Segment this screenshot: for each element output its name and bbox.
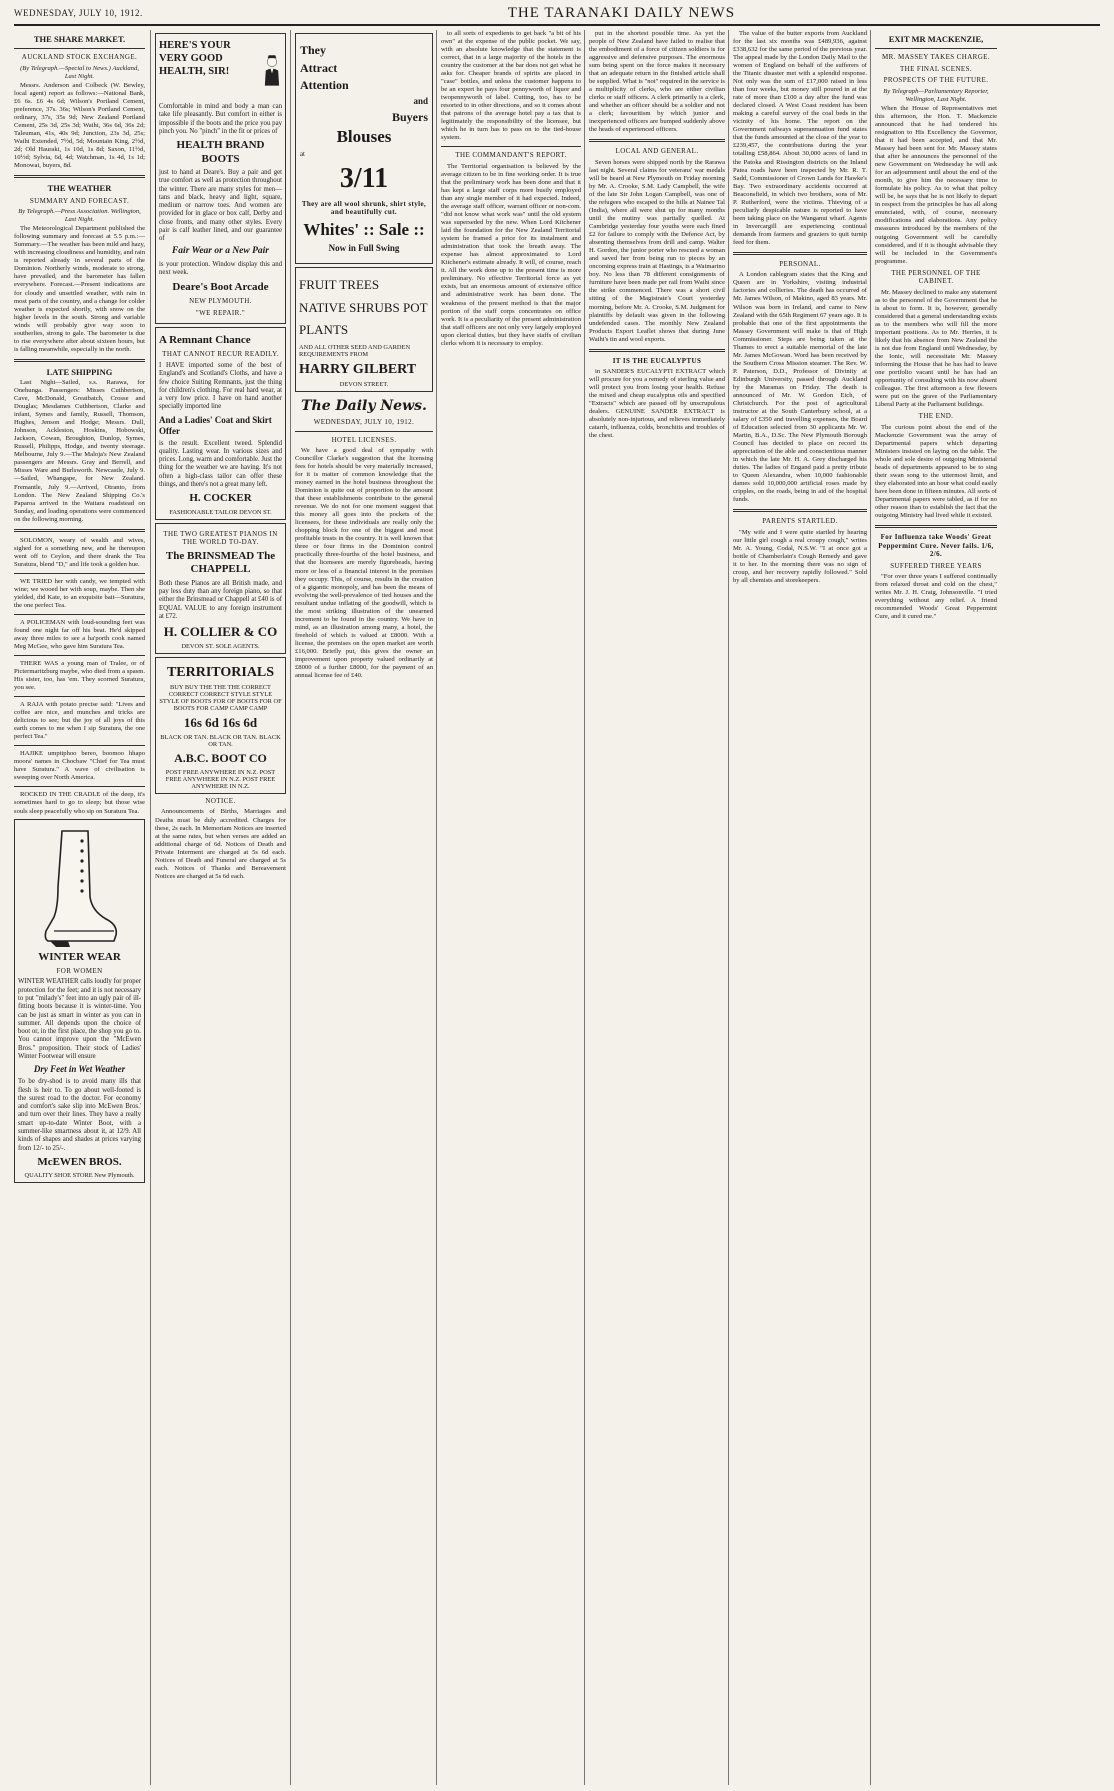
local-general-article: Seven horses were shipped north by the Rarawa last night. Several claims for veterans' war medals will be heard at New Plymouth on Friday morning by Mr. A. Crooke, S.M. Lady Campbell, the wife of the late Sir John Logan Campbell, was one of the refugees who escaped to the hills at Nainee Tal (India), where all were shut up for many months until the mutiny was partially quelled. At Cambridge yesterday four youths were each fined £2 for failure to comply with the Defence Act, by absenting themselves from drill and camp. Walter H. Gordon, the junior porter who rescued a woman and saved her from being run to pieces by an oncoming express train at Hastings, is a Waimarino boy. No less than 78 different consignments of furniture have been made per rail from Waihi since the strike commenced. There was a short civil sitting of the Magistrate's Court yesterday morning, before Mr. A. Crooke, S.M. Judgment for plaintiffs by default was given in the following undefended cases. The monthly New Zealand Products Export Leaflet shows that during June Waihi's tin and wool exports. bbox=[589, 158, 725, 343]
deare-headline: HERE'S YOUR VERY GOOD HEALTH, SIR! bbox=[159, 40, 231, 77]
column-2 bbox=[150, 30, 290, 1785]
share-report: Messrs. Anderson and Colbeck (W. Bewley, local agent) report as follows:—National Bank, £6 6s. £6 4s 6d; Wilson's Portland Cement, preference, 37s. 36s; Wilson's Portland Cement, ordinary, 37s, 35s 9d; New Zealand Portland Cement, 25s 3d, 25s 3d; Waihi, 36s 6d, 36s 2d; Taleuman, 41s, 40s 9d; Junction, 23s 3d, 25s; Waihi Extended, 7½d, 5d; Mountain King, 2½d, 2d; Old Hauraki, 1s 10d, 1s 8d; Saxon, 11½d, 10½d; Sylvia, 6d, 4d; Watchman, 1s 4d, 1s 1d; Monowai, buyers, 8d. bbox=[14, 81, 145, 170]
abc-boot-name: A.B.C. BOOT CO bbox=[174, 751, 267, 766]
tea-ad-2: WE TRIED her with candy, we tempted with wine; we wooed her with soup, maybe. Then she yielded, did Kate, to an exquisite bait—Suratura, the one perfect Tea. bbox=[14, 577, 145, 609]
general-news-items: The value of the butter exports from Auckland for the last six months was £489,936, against £338,632 for the same period of the previous year. The appeal made by the London Daily Mail to the women of England on behalf of the sufferers of the Titanic disaster met with a splendid response. Not only was the sum of £17,000 raised in less than four weeks, but money still poured in at the rate of more than £100 a day after the fund was declared closed. A West Coast resident has been making a careful survey of the coal beds in the vicinity of his home. The report on the Government railways superannuation fund states that the funds amounted at the close of the year to £239,457, the contributions during the year totalling £58,864. About 30,000 acres of land in the Patoka and Rissington districts on the Inland Patea roads have been inspected by Mr. R. T. Sadd, Commissioner of Crown Lands for Hawke's Bay. Two extraordinary accidents occurred at Beaconsfield, in which two brothers, sons of Mr. P. Rutherford, were the victims. Thieving of a peculiarly despicable nature is reported to have been taking place on the Wanganui wharf. Agents in Invercargill are experiencing continual demands from farmers and graziers to quit turnip feed for them. bbox=[733, 30, 867, 246]
whites-line-1: They bbox=[300, 43, 327, 57]
whites-at: at bbox=[300, 151, 305, 159]
notice-body: Announcements of Births, Marriages and Deaths must be duly accredited. Charges for these, 2s each. In Memoriam Notices are inserted at the same rates, but when verses are added an additional charge of 6d. Notices of Death and Private Interment are charged at 5s 6d each. Notices of Death and Funeral are charged at 5s each. Notices of Thanks and Bereavement Notices are charged at 5s 6d each. bbox=[155, 808, 286, 880]
tea-ad-3: A POLICEMAN with loud-sounding feet was found one night far off his beat. He'd skipped away three miles to see a ha'porth cook named Meg McGee, who gave him Suratura Tea. bbox=[14, 618, 145, 651]
final-scenes: THE FINAL SCENES. bbox=[899, 64, 973, 73]
deare-body-3: is your protection. Window display this and next week. bbox=[159, 261, 282, 277]
personal-heading: PERSONAL. bbox=[779, 259, 821, 268]
column-1 bbox=[14, 30, 149, 1785]
shipping-report: Last Night—Sailed, s.s. Rarawa, for Onehunga. Passengers: Misses Cuthbertson, Cave, McDonald, Greatbatch, Crosse and Douglas; Mesdames Cuthbertson, Clarke and infant, Symes and family, Russell, Thomson, Hughes, Jenson and Hodge; Messrs. Dull, Johnson, Ackleston, Hoskins, Hobowski, Jackson, Cowan, Broughton, Dunlop, Symes, Russell, Philipps, Hodge, and twenty steerage. Melbourne, July 9.—The Maloja's New Zealand passengers are Messrs. Gray and Berrell, and Misses Ware and Burlsworth. Newcastle, July 9.—Sailed, Whangape, for New Zealand. Fremantle, July 9.—Arrived, Otranto, from London. The New Zealand Shipping Co.'s Paparoa arrived in the Waitara roadstead on Sunday, and loading operations were commenced on the following morning. bbox=[14, 379, 145, 523]
winter-wear-body: WINTER WEATHER calls loudly for proper protection for the feet; and it is not necessary to put "milady's" feet into an ugly pair of ill-fitting boots because it is winter-time. You can be just as smart in winter as you can in summer. All depends upon the choice of boot or, in the first place, the shop you go to. You cannot improve upon the "McEwen Bros." proposition. Their stock of Ladies' Winter Footwear will ensure bbox=[18, 978, 141, 1061]
gilbert-ad bbox=[295, 267, 433, 392]
column-4 bbox=[436, 30, 585, 1785]
exit-mackenzie-article: When the House of Representatives met this afternoon, the Hon. T. Mackenzie announced that he had tendered his resignation to His Excellency the Governor, that it had been accepted, and that Mr. Massey had been sent for. Mr. Massey states that after he announces the personnel of the new Government on Wednesday he will ask for an adjournment until about the end of the month, to give him the necessary time to formulate his policy. As to what that policy will be, he says that he is not likely to depart in respect from the principles he has all along enunciated, with, of course, necessary modifications and elaborations. Any policy measures introduced by the members of the outgoing Government will be carefully considered, and if it is thought advisable they will be included in the Government's programme. bbox=[875, 105, 997, 265]
weather-heading: THE WEATHER bbox=[47, 183, 112, 194]
gilbert-address: DEVON STREET. bbox=[339, 380, 389, 388]
whites-line-3: Attention bbox=[300, 78, 349, 93]
pianos-body: Both these Pianos are all British made, and pay less duty than any foreign piano, so that either the Brinsmead or Chappell at £40 is of EQUAL VALUE to any foreign instrument at £72. bbox=[159, 579, 282, 620]
health-brand-boots: HEALTH BRAND BOOTS bbox=[176, 139, 265, 165]
column-7 bbox=[870, 30, 1001, 1785]
deare-arcade-name: Deare's Boot Arcade bbox=[172, 280, 269, 293]
mcewen-name: McEWEN BROS. bbox=[37, 1155, 122, 1168]
share-market-heading: THE SHARE MARKET. bbox=[33, 34, 126, 44]
territorials-list: BUY BUY THE THE THE CORRECT CORRECT CORRECT STYLE STYLE STYLE OF BOOTS FOR OF BOOTS FOR OF BOOTS FOR CAMP CAMP CAMP bbox=[159, 684, 282, 713]
gilbert-items: FRUIT TREES NATIVE SHRUBS POT PLANTS bbox=[299, 277, 428, 337]
commandant-report-article: The Territorial organisation is believed by the average citizen to be in fine working order. It is true that the preliminary work has been done and that it has kept a large staff corps more busily employed than any single member of it had expected. Indeed, the average staff officer, warrant officer or non-com. "did not know what work was" until the old system was superseded by the new. When Lord Kitchener laid the foundation for the New Zealand Territorial system he framed a price for its instalment and administration that took the breath away. The expense has almost approximated to Lord Kitchener's estimate already. It will, of course, reach it. All the work done up to the present time is more preliminary. No effective Territorial force as yet exists, but an enormous amount of extensive office and administrative work has been done. The weakness of the present method is that the major portion of the staff corps concentrates on office work. It is a peculiarity of the present administration that staff officers are not only very largely employed upon clerical duties, but they have staffs of civilian clerks whom it is necessary to employ. bbox=[441, 162, 581, 347]
abc-post-free: POST FREE ANYWHERE IN N.Z. POST FREE ANYWHERE IN N.Z. POST FREE ANYWHERE IN N.Z. bbox=[165, 768, 276, 790]
daily-news-date: WEDNESDAY, JULY 10, 1912. bbox=[313, 417, 415, 426]
dry-feet-heading: Dry Feet in Wet Weather bbox=[33, 1064, 126, 1075]
cocker-ad bbox=[155, 327, 286, 520]
woods-cure-subheading: SUFFERED THREE YEARS bbox=[890, 561, 982, 570]
collier-address: DEVON ST. SOLE AGENTS. bbox=[181, 642, 260, 650]
whites-line-5: Buyers bbox=[392, 109, 428, 124]
exit-byline: By Telegraph—Parliamentary Reporter, Wellington, Last Night. bbox=[883, 87, 989, 103]
local-general-heading: LOCAL AND GENERAL. bbox=[615, 147, 699, 156]
cabinet-personnel-heading: THE PERSONNEL OF THE CABINET. bbox=[891, 268, 981, 286]
hotel-licenses-heading: HOTEL LICENSES. bbox=[331, 435, 397, 444]
daily-news-nameplate: The Daily News. bbox=[301, 397, 427, 414]
newspaper-title: THE TARANAKI DAILY NEWS bbox=[507, 4, 736, 21]
weather-subheading: SUMMARY AND FORECAST. bbox=[29, 196, 130, 205]
territorials-heading: TERRITORIALS bbox=[166, 664, 275, 680]
piano-brands: The BRINSMEAD The CHAPPELL bbox=[165, 549, 276, 576]
territorials-colours: BLACK OR TAN. BLACK OR TAN. BLACK OR TAN. bbox=[160, 734, 281, 749]
collier-name: H. COLLIER & CO bbox=[163, 624, 278, 640]
eucalyptus-heading: IT IS THE EUCALYPTUS bbox=[612, 356, 702, 365]
deare-motto: "WE REPAIR." bbox=[195, 308, 246, 317]
whites-line-2: Attract bbox=[300, 60, 338, 75]
whites-price: 3/11 bbox=[339, 163, 389, 195]
cabinet-personnel-article: Mr. Massey declined to make any statement as to the personnel of the Government that he is about to form. It is, however, generally considered that a general understanding exists as to the members who will fill the more important positions. As to Mr. Herries, it is likely that his absence from New Zealand the is not due from England until Wednesday, by the Ionic, will necessitate Mr. Massey informing the House that he has had to leave one portfolio vacant until he has had an opportunity of consulting with his now absent colleague. The first afternoon a few flowers were put on the grave of the Parliamentary Liberal Party at the Parliament buildings. bbox=[875, 288, 997, 409]
collier-piano-ad bbox=[155, 523, 286, 654]
masthead bbox=[14, 2, 1100, 26]
share-byline: (By Telegraph.—Special to News.) Auckland, Last Night. bbox=[20, 64, 139, 80]
ladies-boot-illustration bbox=[40, 827, 120, 947]
whites-sale-ad bbox=[295, 33, 433, 264]
fair-wear-slogan: Fair Wear or a New Pair bbox=[171, 246, 270, 257]
remnant-subheading: THAT CANNOT RECUR READILY. bbox=[162, 350, 279, 359]
winter-wear-subheading: FOR WOMEN bbox=[56, 966, 103, 975]
woods-cure-heading: For Influenza take Woods' Great Peppermint Cure. Never fails. 1/6, 2/6. bbox=[878, 533, 994, 559]
weather-byline: By Telegraph.—Press Association. Wellington, Last Night. bbox=[18, 208, 141, 224]
column-6 bbox=[728, 30, 871, 1785]
hotel-licenses-article: We have a good deal of sympathy with Councillor Clarke's suggestion that the licensing fees for hotels should be very materially increased, for it is matter of common knowledge that the money earned in the hotel business throughout the Dominion is quite out of proportion to the amount that these establishments contribute to the general revenue. We do not for one moment suggest that this money all goes into the pockets of the licensees, for these individuals are really only the chopping block for one of the biggest and most profitable trusts in the country. It is well known that three or four firms in the Dominion control practically three-fourths of the hotel business, and that the licensees are merely figureheads, having more or less of a financial interest in the premises they occupy. This, of course, results in the creation of a gigantic monopoly, and has been the means of evolving the well-prevalence of tied houses and the resultant undue inflating of the goodwill, which is the most striking illustration of the unearned increment to be found in the country. We have in mind, as an illustration among many, a hotel, the freehold of which is valued at £8000. With a license, the premises on the open market are worth £16,000. Briefly put, this gives the owner an improvement upon property valued ordinarily at £8000 of a further £8000, for the payment of an annual license fee of £40. bbox=[295, 447, 433, 679]
weather-report: The Meteorological Department published the following summary and forecast at 5.5 p.m.:—Summary.—The weather has been mild and hazy, with increasing cloudiness and humidity, and rain is reported already in several parts of the Dominion. Northerly winds, moderate to strong, have prevailed, and the barometer has fallen everywhere. Forecast.—Present indications are for cloudy and unsettled weather, with rain in most parts of the country, and a change for colder weather is expected shortly, with snow on the higher levels in the south. Strong and variable winds will probably give way soon to southerlies, strong to gale. The barometer is due to rise everywhere after about sixteen hours, but is falling meanwhile, especially in the north. bbox=[14, 225, 145, 353]
remnant-chance-heading: A Remnant Chance bbox=[159, 334, 251, 347]
coat-offer-heading: And a Ladies' Coat and Skirt Offer bbox=[159, 414, 272, 436]
personal-article: A London cablegram states that the King and Queen are in Yorkshire, visiting industrial factories and collieries. The death has occurred of Mr. James Wilson, of Makino, aged 83 years. Mr. Wilson was born in Ireland, and came to New Zealand with the 65th Regiment 67 years ago. It is probable that one of the first appointments the Massey Government will make is that of High Commissioner. Steps are being taken at the Thames to erect a suitable memorial of the late Mr. James McGowan. Word has been received by the Southern Cross Mission steamer. The Rev. W. P. Paterson, D.D., Professor of Divinity at Edinburgh University, passed through Auckland by the Maramas on Friday. The death is announced of Mr. W. Gordon Eich, of Christchurch. For the post of agricultural instructor at the South Canterbury school, at a salary of £350 and travelling expenses, the Board of Education selected from 30 applicants Mr. W. Martin, B.A., D.Sc. The New Plymouth Borough Council has decided to place on record its appreciation of the able and conscientious manner in which the late Mr. H. A. Grey discharged his duties. The ladies of Engand paid a pretty tribute to Queen Alexandra, when 10,000 fashionable dames sold 10,000,000 artificial roses made by cripples, on the roads, being in aid of the hospital funds. bbox=[733, 271, 867, 504]
hotel-licenses-continued: to all sorts of expedients to get back "a bit of his own" at the expense of the public pocket. We say, with an absolute knowledge that the statement is correct, that in a large majority of the hotels in the country the customer at the bar does not get what he asks for. Cheaper brands of spirits are placed in "case" bottles, and unless the customer happens to be an expert he pays four pennyworth of liquor and twopennyworth of label. Cutting, too, has to be resorted to in other directions, and so it comes about that patrons of the average hotel pay a tax that is legitimately the responsibility of the licensee, but which he in turn has to pass on to the tied-house system. bbox=[441, 30, 581, 142]
columns bbox=[14, 30, 1100, 1785]
column-5 bbox=[584, 30, 729, 1785]
whites-wool: They are all wool shrunk, shirt style, and beautifully cut. bbox=[301, 199, 427, 217]
tea-ad-7: ROCKED IN THE CRADLE of the deep, it's sometimes hard to go to sleep; but those wise souls sleep peacefully who sip on Suratura Tea. bbox=[14, 791, 145, 815]
tea-ad-1: SOLOMON, weary of wealth and wives, sighed for a something new, and he thereupon went off to Ceylon, and there drank the Tea Suratura, blend "D," and life took a golden hue. bbox=[14, 536, 145, 568]
whites-sale-name: Whites' :: Sale :: bbox=[303, 219, 425, 239]
woods-cure-ad: "For over three years I suffered continually from relaxed throat and cold on the chest," writes Mr. J. H. Craig, Johnsonville. "I tried everything without any relief. A friend recommended Woods' Great Peppermint Cure, and it cured me." bbox=[875, 573, 997, 621]
exit-mackenzie-heading: EXIT MR MACKENZIE, bbox=[888, 34, 984, 44]
whites-blouses: Blouses bbox=[336, 127, 392, 147]
eucalyptus-ad: in SANDER'S EUCALYPTI EXTRACT which will procure for you a remedy of sterling value and will protect you from losing your health. Refuse the mixed and cheap eucalyptus oils and specified "Extracts" which are passed off by unscrupulous dealers. GENUINE SANDER EXTRACT is absolutely non-injurious, and relieves immediately catarrh, influenza, colds, bronchitis and troubles of the chest. bbox=[589, 368, 725, 440]
abc-boot-ad bbox=[155, 657, 286, 794]
winter-wear-heading: WINTER WEAR bbox=[38, 950, 121, 963]
mcewen-address: QUALITY SHOE STORE New Plymouth. bbox=[24, 1172, 135, 1180]
whites-full-swing: Now in Full Swing bbox=[328, 243, 400, 254]
shipping-heading: LATE SHIPPING bbox=[46, 366, 113, 377]
tea-ad-5: A RAJA with potato precise said: "Lives and coffee are nice, and munches and tricks are delicious to see; but the joy of all joys of this earth comes to me when I sip Suratura, the one perfect Tea." bbox=[14, 701, 145, 741]
deare-body-2: just to hand at Deare's. Buy a pair and get true comfort as well as protection throughout the winter. There are many styles for men—tans and black, heavy and light, square, medium or narrow toes. And women are provided for in glace or box calf, Derby and close fronts, and many other styles. Every pair is calf leather lined, and our guarantee of bbox=[159, 168, 282, 243]
the-end-heading: THE END. bbox=[918, 412, 954, 421]
parents-startled-ad: "My wife and I were quite startled by hearing our little girl cough a real croupy cough," writes Mr. A. Young, Codal, N.S.W. "I at once got a bottle of Chamberlain's Cough Remedy and gave it to her. In the morning there was no sign of croup, and her recovery rapidly followed." Sold by all chemists and storekeepers. bbox=[733, 528, 867, 584]
cocker-trade: FASHIONABLE TAILOR DEVON ST. bbox=[169, 508, 272, 516]
commandant-report-heading: THE COMMANDANT'S REPORT. bbox=[455, 151, 567, 160]
tea-ad-6: HAJIKE umptiphoo bereo, boomoo hhapo moora' names in Chocbaw "Chief for Tea must have Suratura." A wave of civilisation is sweeping over North America. bbox=[14, 750, 145, 782]
prospects-future: PROSPECTS OF THE FUTURE. bbox=[883, 76, 989, 85]
issue-date: WEDNESDAY, JULY 10, 1912. bbox=[14, 8, 143, 18]
massey-takes-charge: MR. MASSEY TAKES CHARGE. bbox=[881, 53, 991, 62]
cocker-body: I HAVE imported some of the best of England's and Scotland's Cloths, and have a few choice Suiting Remnants, just the thing for children's clothing. For real hard wear, at a very low price. I have on hand another specially imported line bbox=[159, 362, 282, 411]
notice-heading: NOTICE. bbox=[205, 796, 236, 805]
tea-ad-4: THERE WAS a young man of Tralee, or of Pictermaritzburg maybe, who died from a spasm. His sister, too, has 'em. They scorned Suratura, you see. bbox=[14, 660, 145, 692]
gentleman-portrait-illustration bbox=[262, 37, 282, 103]
gilbert-requirements: AND ALL OTHER SEED AND GARDEN REQUIREMENTS FROM bbox=[299, 343, 411, 358]
mcewen-ad bbox=[14, 819, 145, 1184]
whites-line-4: and bbox=[413, 95, 428, 106]
territorials-price: 16s 6d 16s 6d bbox=[183, 715, 258, 731]
cocker-name: H. COCKER bbox=[189, 492, 252, 505]
gilbert-name: HARRY GILBERT bbox=[299, 361, 417, 377]
column-3 bbox=[290, 30, 437, 1785]
cocker-body-2: is the result. Excellent tweed. Splendid quality. Lasting wear. In various sizes and prices. Long, warm and comfortable. Just the thing for the weather we are having. It's not often a high-class tailor can offer these things, and there's not a great many left. bbox=[159, 439, 282, 489]
parents-startled-heading: PARENTS STARTLED. bbox=[762, 517, 838, 526]
pianos-heading: THE TWO GREATEST PIANOS IN THE WORLD TO-DAY. bbox=[163, 529, 278, 547]
stock-exchange-subheading: AUCKLAND STOCK EXCHANGE. bbox=[21, 53, 138, 62]
deare-body: Comfortable in mind and body a man can take life pleasantly. But comfort in either is impossible if the boots and the price you pay pinch you. No "pinch" in the fit or prices of bbox=[159, 103, 282, 135]
deare-town: NEW PLYMOUTH. bbox=[189, 297, 252, 306]
dry-feet-body: To be dry-shod is to avoid many ills that flesh is heir to. To go about well-footed is the surest road to the doctor. For economy and comfort's sake slip into McEwen Bros.' and turn over their lines. They have a really smart up-to-date Winter Boot, with a summer-like smartness about it, at 12/9. All kinds of shapes and shades at prices varying from 12/- to 25/-. bbox=[18, 1078, 141, 1152]
deare-ad bbox=[155, 33, 286, 324]
defence-article-continued: put in the shortest possible time. As yet the people of New Zealand have failed to realise that the embodiment of a force of citizen soldiers is for aggressive and defensive purposes. The enormous sum being spent on the force makes it necessary that an adequate return in the finished article shall be supplied. What is "not" required in the service is a multiplicity of clerks, who are either civilian clerks or staff officers. A clerk primarily is a clerk, and whether an officer should be a soldier and not a clerk; favouritism by which junior and inexperienced officers are bumped suddenly above the heads of experienced officers. bbox=[589, 30, 725, 134]
the-end-article: The curious point about the end of the Mackenzie Government was the array of Departmental papers which departing Ministers insisted on laying on the table. The whole and sole desire of outgoing Ministerial heads of departments appeared to be to sing their swan song to the uttermost limit, and they elaborated into an hour what could easily have been done in fifteen minutes. All sorts of Departmental papers were tabled, as if for no other reason than to establish the fact that the outgoing Ministry had lived while it existed. bbox=[875, 423, 997, 520]
